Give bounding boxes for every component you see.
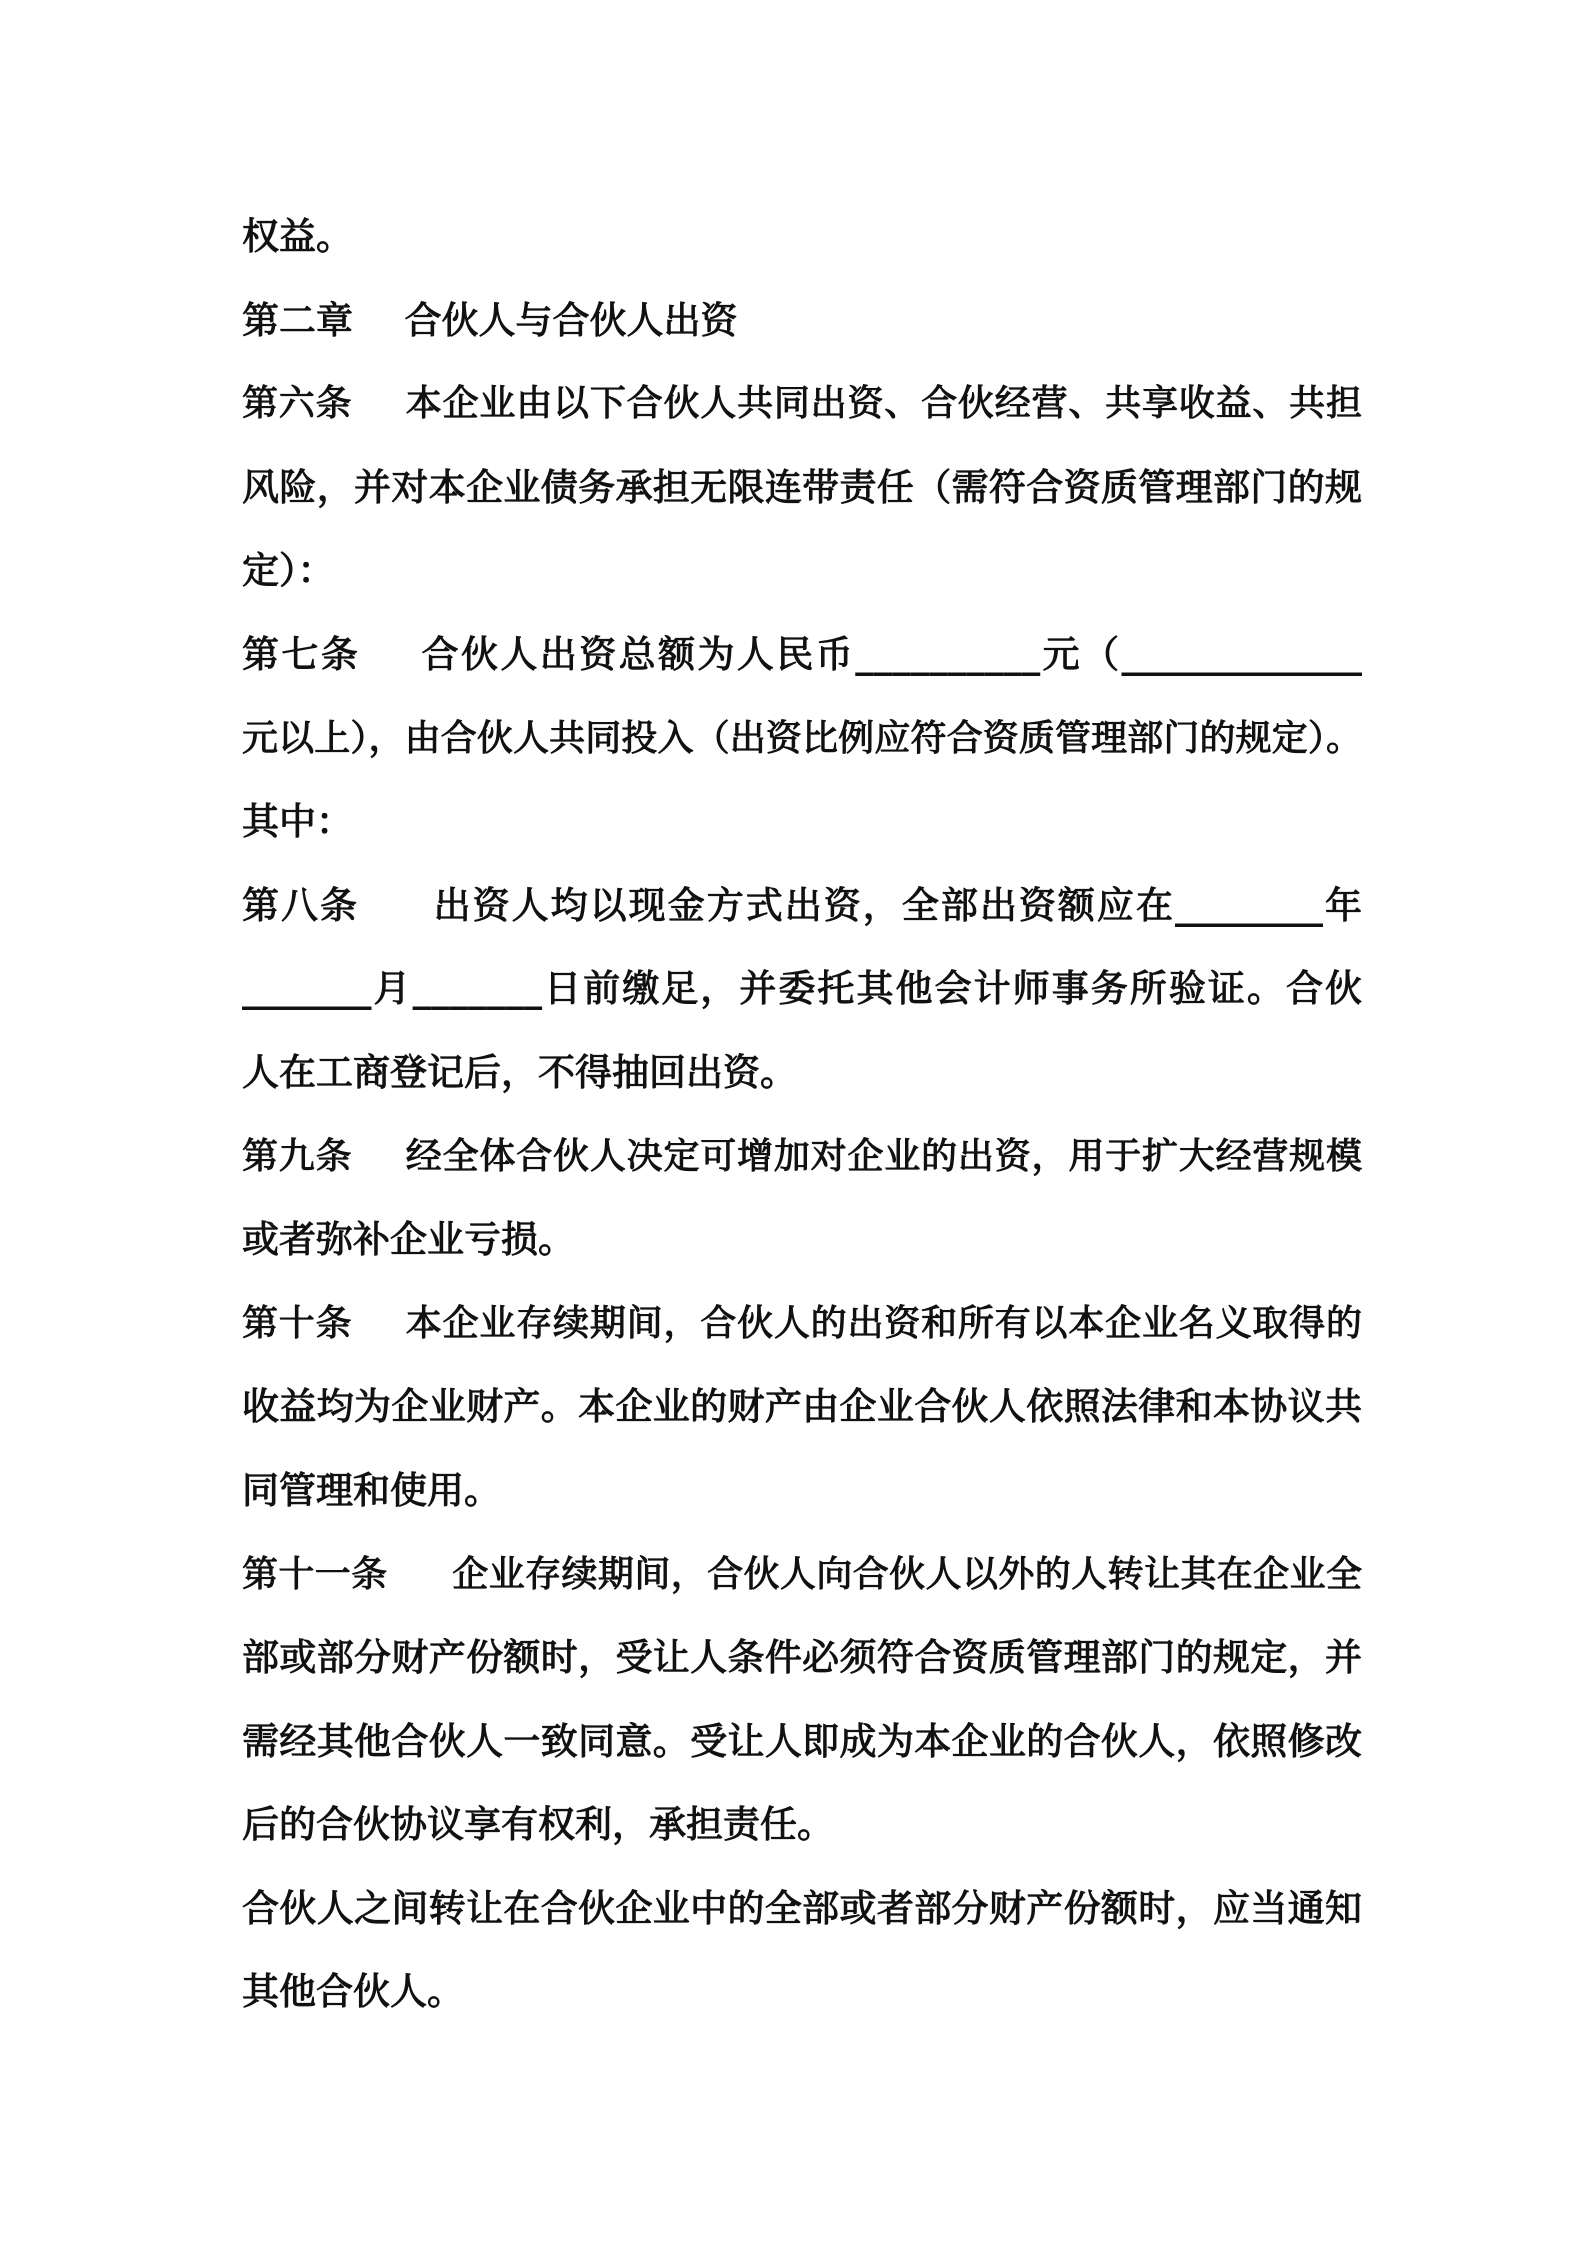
text-line: 第八条 出资人均以现金方式出资，全部出资额应在________年 <box>242 883 1362 927</box>
text-line: 部或部分财产份额时，受让人条件必须符合资质管理部门的规定，并 <box>242 1636 1362 1680</box>
text-line: 第七条 合伙人出资总额为人民币__________元（_____________ <box>242 632 1362 676</box>
text-line: 元以上），由合伙人共同投入（出资比例应符合资质管理部门的规定）。 <box>242 717 1362 759</box>
text-line: 或者弥补企业亏损。 <box>242 1218 575 1262</box>
text-line: 需经其他合伙人一致同意。受让人即成为本企业的合伙人，依照修改 <box>242 1719 1362 1763</box>
text-line: 权益。 <box>242 215 353 258</box>
text-line: 定）： <box>242 549 335 593</box>
document-body <box>242 195 1362 2034</box>
text-line: 第九条 经全体合伙人决定可增加对企业的出资，用于扩大经营规模 <box>242 1135 1362 1177</box>
text-line: 第六条 本企业由以下合伙人共同出资、合伙经营、共享收益、共担 <box>242 383 1362 425</box>
text-line: 其他合伙人。 <box>242 1970 464 2014</box>
text-line: 后的合伙协议享有权利，承担责任。 <box>242 1803 834 1847</box>
text-line: 第十条 本企业存续期间，合伙人的出资和所有以本企业名义取得的 <box>242 1302 1362 1344</box>
text-line: 收益均为企业财产。本企业的财产由企业合伙人依照法律和本协议共 <box>242 1385 1362 1429</box>
text-line: 合伙人之间转让在合伙企业中的全部或者部分财产份额时，应当通知 <box>242 1886 1362 1930</box>
text-line: 人在工商登记后，不得抽回出资。 <box>242 1050 797 1094</box>
text-line: 其中： <box>242 800 353 844</box>
text-line: _______月_______日前缴足，并委托其他会计师事务所验证。合伙 <box>242 967 1362 1011</box>
text-line: 同管理和使用。 <box>242 1468 501 1512</box>
text-line: 风险，并对本企业债务承担无限连带责任（需符合资质管理部门的规 <box>242 465 1362 509</box>
text-line: 第十一条 企业存续期间，合伙人向合伙人以外的人转让其在企业全 <box>242 1553 1362 1595</box>
chapter-heading: 第二章 合伙人与合伙人出资 <box>242 298 738 342</box>
